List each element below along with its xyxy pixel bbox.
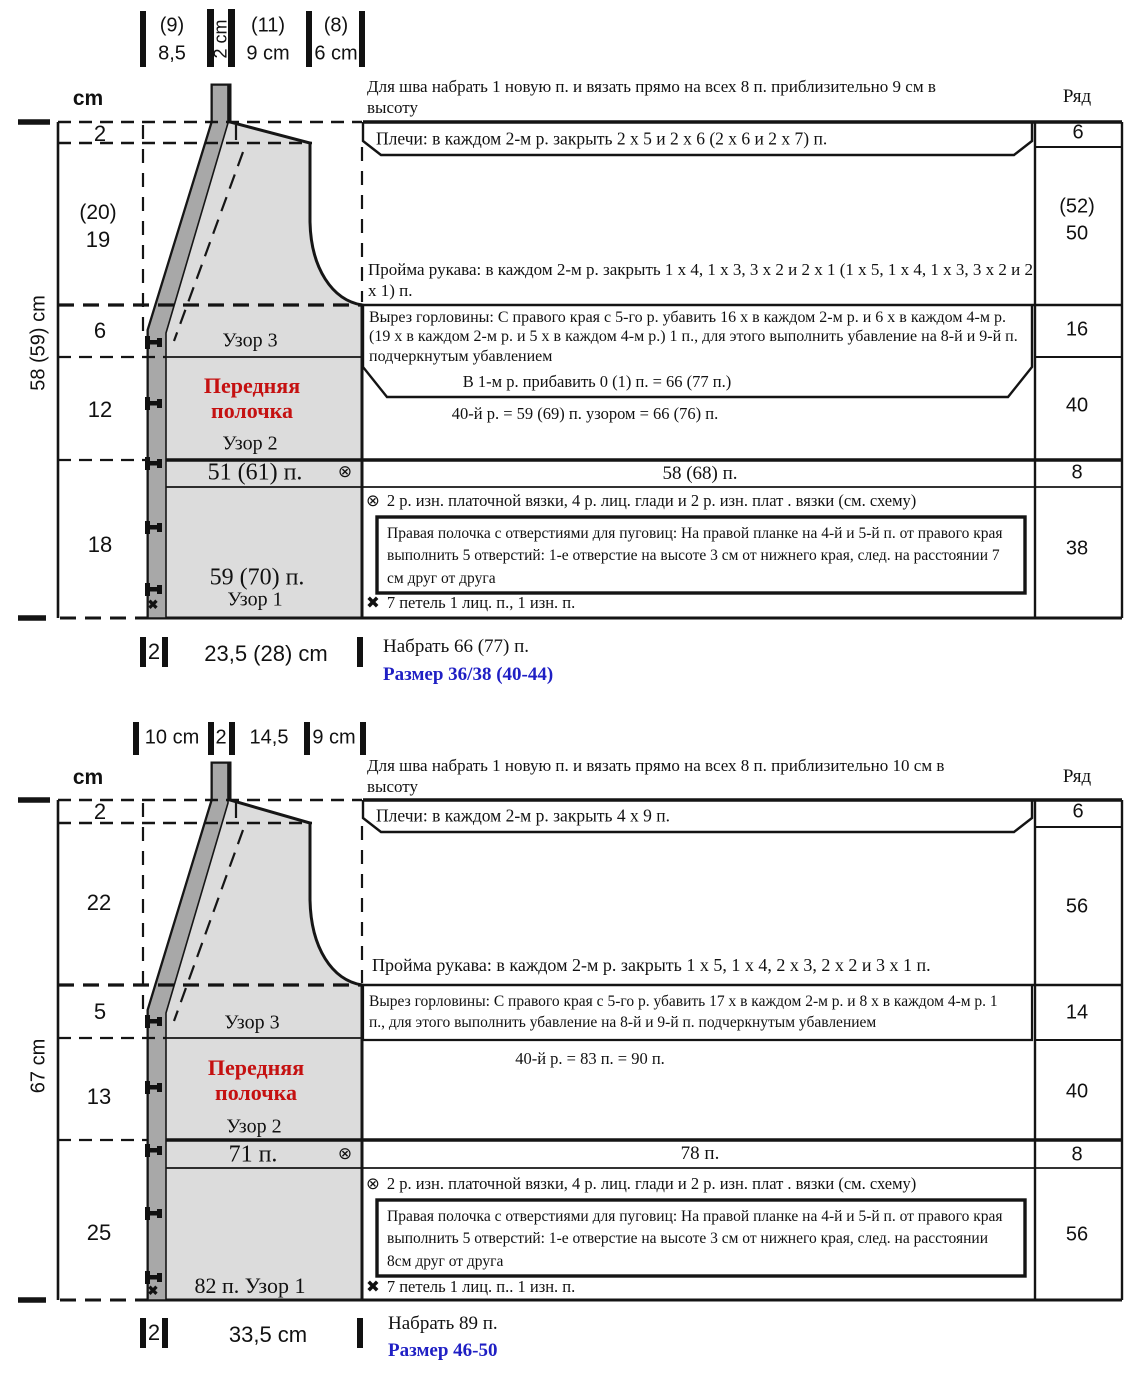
d2-piece-title-line1: Передняя <box>207 1055 305 1080</box>
d1-uzor3-label: Узор 3 <box>222 329 278 352</box>
d1-uzor2-label: Узор 2 <box>222 432 278 455</box>
d1-total-height: 58 (59) cm <box>27 295 50 391</box>
d2-bottom-width: 33,5 cm <box>228 1322 308 1347</box>
x-mark-icon: ✖ <box>366 1277 380 1296</box>
d2-bottom-edge-2: 2 <box>147 1320 161 1345</box>
d1-bottom-width: 23,5 (28) cm <box>204 641 328 666</box>
d2-legend-circle: ⊗ 2 р. изн. платочной вязки, 4 р. лиц. глади и 2 р. изн. плат . вязки (см. схему) <box>366 1174 917 1193</box>
d1-piece-title-line2: полочка <box>211 398 293 423</box>
x-mark-icon: ✖ <box>366 593 380 612</box>
d2-top-measure-2: 2 <box>215 726 227 749</box>
d2-row40-note: 40-й р. = 83 п. = 90 п. <box>515 1049 665 1068</box>
d2-tick-25: 25 <box>86 1220 112 1245</box>
d2-piece-title-line2: полочка <box>215 1080 297 1105</box>
d2-tick-13: 13 <box>86 1084 112 1109</box>
d2-tick-5: 5 <box>93 999 107 1024</box>
d1-row-40: 40 <box>1065 394 1089 417</box>
d1-main-stitches: 59 (70) п. <box>209 564 305 591</box>
d2-main-stitches: 82 п. Узор 1 <box>194 1273 306 1298</box>
d2-row-14: 14 <box>1065 1001 1089 1024</box>
d1-cast-on: Набрать 66 (77) п. <box>383 636 530 657</box>
d1-band-x-icon: ✖ <box>147 597 159 612</box>
d1-stitch-count-row: 58 (68) п. <box>662 463 738 484</box>
d1-row-52: (52) <box>1059 195 1095 218</box>
d2-total-height: 67 cm <box>27 1038 50 1094</box>
d1-piece-title-line1: Передняя <box>203 373 301 398</box>
d2-stitch-count-row: 78 п. <box>680 1143 720 1164</box>
d1-tick-2: 2 <box>93 121 107 146</box>
d1-top-measure-paren-9: (9) <box>159 14 185 37</box>
d1-top-measure-2cm-rotated: 2 cm <box>210 19 231 59</box>
d1-row-8: 8 <box>1071 461 1083 484</box>
d1-row-6: 6 <box>1072 121 1084 144</box>
d1-row-38: 38 <box>1065 537 1089 560</box>
d2-legend-x: ✖ 7 петель 1 лиц. п.. 1 изн. п. <box>366 1277 576 1296</box>
d1-size-label: Размер 36/38 (40-44) <box>383 664 554 685</box>
d1-legend-circle: ⊗ 2 р. изн. платочной вязки, 4 р. лиц. глади и 2 р. изн. плат . вязки (см. схему) <box>366 491 917 510</box>
d2-size-label: Размер 46-50 <box>388 1340 498 1361</box>
d1-row-header: Ряд <box>1062 86 1092 107</box>
d1-armhole-note: Пройма рукава: в каждом 2-м р. закрыть 1 х 4, 1 х 3, 3 х 2 и 2 х 1 (1 х 5, 1 х 4, 1 х 3, 3 х 2 и 2 х 1) п. <box>368 260 1034 300</box>
d2-cast-on: Набрать 89 п. <box>388 1313 498 1334</box>
d2-top-measure-10cm: 10 cm <box>144 726 200 749</box>
d1-cm-header: cm <box>72 87 104 110</box>
d1-row-16: 16 <box>1065 318 1089 341</box>
d1-tick-18: 18 <box>87 532 113 557</box>
d1-top-measure-9cm: 9 cm <box>246 42 290 65</box>
d1-tick-20: (20) <box>79 201 117 224</box>
d1-shoulders-note: Плечи: в каждом 2-м р. закрыть 2 х 5 и 2 х 6 (2 х 6 и 2 х 7) п. <box>376 128 828 149</box>
d1-uzor1-label: Узор 1 <box>227 588 283 611</box>
d2-row-header: Ряд <box>1062 766 1092 787</box>
circle-cross-icon: ⊗ <box>366 1174 380 1193</box>
d1-band-stitches: 51 (61) п. <box>207 459 303 486</box>
d1-row40-note: 40-й р. = 59 (69) п. узором = 66 (76) п. <box>451 404 719 423</box>
d1-band-circle-icon: ⊗ <box>337 462 353 481</box>
d2-seam-note: Для шва набрать 1 новую п. и вязать прямо на всех 8 п. приблизительно 10 см в высоту <box>367 756 945 796</box>
d1-tick-6: 6 <box>93 318 107 343</box>
d2-shoulders-note: Плечи: в каждом 2-м р. закрыть 4 х 9 п. <box>376 805 670 826</box>
d2-row-56: 56 <box>1065 895 1089 918</box>
d1-tick-19: 19 <box>85 227 111 252</box>
d1-tick-12: 12 <box>87 397 113 422</box>
d2-top-measure-14-5: 14,5 <box>249 726 289 749</box>
d1-top-measure-6cm: 6 cm <box>314 42 358 65</box>
d2-band-x-icon: ✖ <box>147 1283 159 1298</box>
d2-row-56b: 56 <box>1065 1223 1089 1246</box>
d2-uzor3-label: Узор 3 <box>224 1011 280 1034</box>
d2-top-measure-9cm: 9 cm <box>312 726 356 749</box>
d1-bottom-edge-2: 2 <box>147 639 161 664</box>
d2-band-stitches: 71 п. <box>228 1141 278 1168</box>
d2-row-6: 6 <box>1072 800 1084 823</box>
d1-top-measure-8-5: 8,5 <box>158 42 186 65</box>
d2-cm-header: cm <box>72 766 104 789</box>
d2-buttonholes-note: Правая полочка с отверстиями для пуговиц: На правой планке на 4-й и 5-й п. от правого края выполнить 5 отверстий: 1-е отверстие на высоте 3 см от нижнего края, след. на расстоянии 8см друг от друга <box>387 1208 1003 1270</box>
d2-armhole-note: Пройма рукава: в каждом 2-м р. закрыть 1 х 5, 1 х 4, 2 х 3, 2 х 2 и 3 х 1 п. <box>372 955 931 975</box>
d1-row-50: 50 <box>1065 222 1089 245</box>
d2-uzor2-label: Узор 2 <box>226 1115 282 1138</box>
d2-tick-2: 2 <box>93 799 107 824</box>
d1-neckline-note: Вырез горловины: С правого края с 5-го р. убавить 16 х в каждом 2-м р. и 6 х в каждом 4-м р. (19 х в каждом 2-м р. и 5 х в каждом 4-м р.) 1 п., для этого выполнить убавление на 8-й и 9-й п. подчеркнутым убавлением <box>369 309 1018 365</box>
d2-tick-22: 22 <box>86 890 112 915</box>
d1-seam-note: Для шва набрать 1 новую п. и вязать прямо на всех 8 п. приблизительно 9 см в высоту <box>367 77 936 117</box>
d1-legend-x: ✖ 7 петель 1 лиц. п., 1 изн. п. <box>366 593 576 612</box>
d1-buttonholes-note: Правая полочка с отверстиями для пуговиц: На правой планке на 4-й и 5-й п. от правого края выполнить 5 отверстий: 1-е отверстие на высоте 3 см от нижнего края, след. на расстоянии 7 см друг от друга <box>387 525 1003 587</box>
d1-top-measure-paren-8: (8) <box>323 14 349 37</box>
d2-band-circle-icon: ⊗ <box>337 1144 353 1163</box>
d1-top-measure-paren-11: (11) <box>250 14 286 37</box>
d2-row-8: 8 <box>1071 1143 1083 1166</box>
d1-increase-note: В 1-м р. прибавить 0 (1) п. = 66 (77 п.) <box>462 372 732 391</box>
d2-neckline-note: Вырез горловины: С правого края с 5-го р. убавить 17 х в каждом 2-м р. и 8 х в каждом 4-м р. 1 п., для этого выполнить убавление на 8-й и 9-й п. подчеркнутым убавлением <box>369 993 998 1031</box>
circle-cross-icon: ⊗ <box>366 491 380 510</box>
d2-row-40: 40 <box>1065 1080 1089 1103</box>
